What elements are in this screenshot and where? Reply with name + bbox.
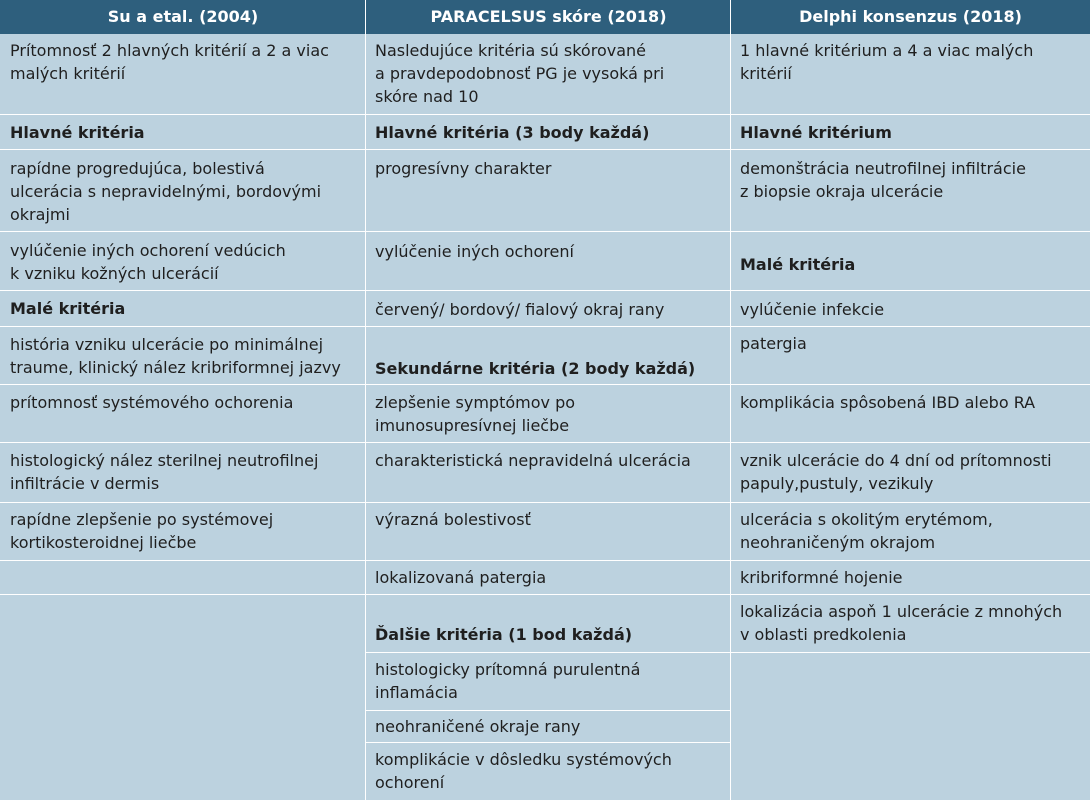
text-line: neohraničeným okrajom [740,533,936,552]
text-line: a pravdepodobnosť PG je vysoká pri [375,64,665,83]
text-line: ulcerácia s nepravidelnými, bordovými [10,182,322,201]
paracelsus-major-criterion-2 [375,240,574,263]
delphi-minor-criterion-7 [740,600,1062,646]
text-line: neohraničené okraje rany [375,717,581,736]
text-line: vznik ulcerácie do 4 dní od prítomnosti [740,451,1052,470]
text-line: ochorení [375,773,445,792]
text-line: progresívny charakter [375,159,552,178]
su-minor-criterion-4 [10,508,273,554]
text-line: zlepšenie symptómov po [375,393,576,412]
su-intro [10,39,329,85]
row-divider [366,231,730,232]
row-divider [366,502,730,503]
text-line: imunosupresívnej liečbe [375,416,570,435]
text-line: lokalizácia aspoň 1 ulcerácie z mnohých [740,602,1063,621]
text-line: Nasledujúce kritéria sú skórované [375,41,646,60]
row-divider [366,326,730,327]
su-major-criterion-1 [10,157,321,226]
row-divider [731,231,1090,232]
paracelsus-other-heading: Ďalšie kritéria (1 bod každá) [375,625,633,644]
paracelsus-secondary-criterion-4 [375,566,546,589]
row-divider [0,442,365,443]
text-line: rapídne zlepšenie po systémovej [10,510,274,529]
paracelsus-intro [375,39,664,108]
text-line: okrajmi [10,205,70,224]
row-divider [366,384,730,385]
row-divider [731,149,1090,150]
text-line: infiltrácie v dermis [10,474,160,493]
text-line: ulcerácia s okolitým erytémom, [740,510,993,529]
row-divider [731,652,1090,653]
row-divider [366,652,730,653]
text-line: prítomnosť systémového ochorenia [10,393,294,412]
row-divider [366,149,730,150]
delphi-minor-criterion-3 [740,391,1035,414]
text-line: malých kritérií [10,64,126,83]
text-line: inflamácia [375,683,458,702]
row-divider [731,502,1090,503]
row-divider [0,560,365,561]
text-line: 1 hlavné kritérium a 4 a viac malých [740,41,1034,60]
row-divider [731,326,1090,327]
text-line: kribriformné hojenie [740,568,903,587]
su-minor-heading: Malé kritéria [10,299,126,318]
delphi-minor-criterion-6 [740,566,903,589]
paracelsus-major-criterion-3 [375,298,664,321]
paracelsus-secondary-criterion-2 [375,449,691,472]
row-divider [366,560,730,561]
text-line: komplikácia spôsobená IBD alebo RA [740,393,1036,412]
text-line: kritérií [740,64,792,83]
text-line: z biopsie okraja ulcerácie [740,182,944,201]
delphi-major-criterion-1 [740,157,1026,203]
row-divider [731,114,1090,115]
delphi-minor-criterion-4 [740,449,1052,495]
text-line: charakteristická nepravidelná ulcerácia [375,451,691,470]
su-minor-criterion-3 [10,449,318,495]
delphi-minor-criterion-1 [740,298,884,321]
row-divider [366,710,730,711]
row-divider [0,326,365,327]
row-divider [366,742,730,743]
paracelsus-secondary-criterion-3 [375,508,531,531]
delphi-minor-criterion-5 [740,508,993,554]
row-divider [0,384,365,385]
header-paracelsus-2018: PARACELSUS skóre (2018) [430,7,667,26]
row-divider [366,442,730,443]
text-line: k vzniku kožných ulcerácií [10,264,219,283]
paracelsus-secondary-heading: Sekundárne kritéria (2 body každá) [375,359,696,378]
text-line: patergia [740,334,807,353]
row-divider [366,594,730,595]
paracelsus-major-criterion-1 [375,157,551,180]
paracelsus-other-criterion-1 [375,658,640,704]
row-divider [731,594,1090,595]
row-divider [731,442,1090,443]
text-line: vylúčenie iných ochorení [375,242,574,261]
text-line: výrazná bolestivosť [375,510,531,529]
row-divider [0,231,365,232]
column-divider [730,0,731,800]
delphi-minor-heading: Malé kritéria [740,255,856,274]
text-line: lokalizovaná patergia [375,568,547,587]
row-divider [366,114,730,115]
row-divider [731,384,1090,385]
row-divider [731,290,1090,291]
delphi-intro [740,39,1033,85]
row-divider [0,290,365,291]
row-divider [366,290,730,291]
table-header [0,0,1090,34]
row-divider [0,149,365,150]
text-line: červený/ bordový/ fialový okraj rany [375,300,665,319]
delphi-minor-criterion-2 [740,332,807,355]
delphi-major-heading: Hlavné kritérium [740,123,892,142]
text-line: rapídne progredujúca, bolestivá [10,159,265,178]
text-line: histologicky prítomná purulentná [375,660,641,679]
row-divider [0,114,365,115]
text-line: histologický nález sterilnej neutrofilnej [10,451,319,470]
header-delphi-2018: Delphi konsenzus (2018) [799,7,1022,26]
text-line: komplikácie v dôsledku systémových [375,750,672,769]
text-line: vylúčenie infekcie [740,300,885,319]
text-line: traume, klinický nález kribriformnej jazvy [10,358,341,377]
text-line: Prítomnosť 2 hlavných kritérií a 2 a viac [10,41,329,60]
paracelsus-major-heading: Hlavné kritéria (3 body každá) [375,123,650,142]
text-line: demonštrácia neutrofilnej infiltrácie [740,159,1026,178]
row-divider [731,560,1090,561]
text-line: história vzniku ulcerácie po minimálnej [10,335,324,354]
paracelsus-other-criterion-2 [375,715,580,738]
text-line: v oblasti predkolenia [740,625,907,644]
column-divider [365,0,366,800]
paracelsus-secondary-criterion-1 [375,391,575,437]
text-line: kortikosteroidnej liečbe [10,533,197,552]
text-line: vylúčenie iných ochorení vedúcich [10,241,286,260]
su-major-criterion-2 [10,239,286,285]
su-major-heading: Hlavné kritéria [10,123,145,142]
text-line: skóre nad 10 [375,87,479,106]
paracelsus-other-criterion-3 [375,748,672,794]
text-line: papuly,pustuly, vezikuly [740,474,934,493]
header-su-2004: Su a etal. (2004) [107,7,259,26]
su-minor-criterion-1 [10,333,341,379]
su-minor-criterion-2 [10,391,293,414]
row-divider [0,594,365,595]
row-divider [0,502,365,503]
